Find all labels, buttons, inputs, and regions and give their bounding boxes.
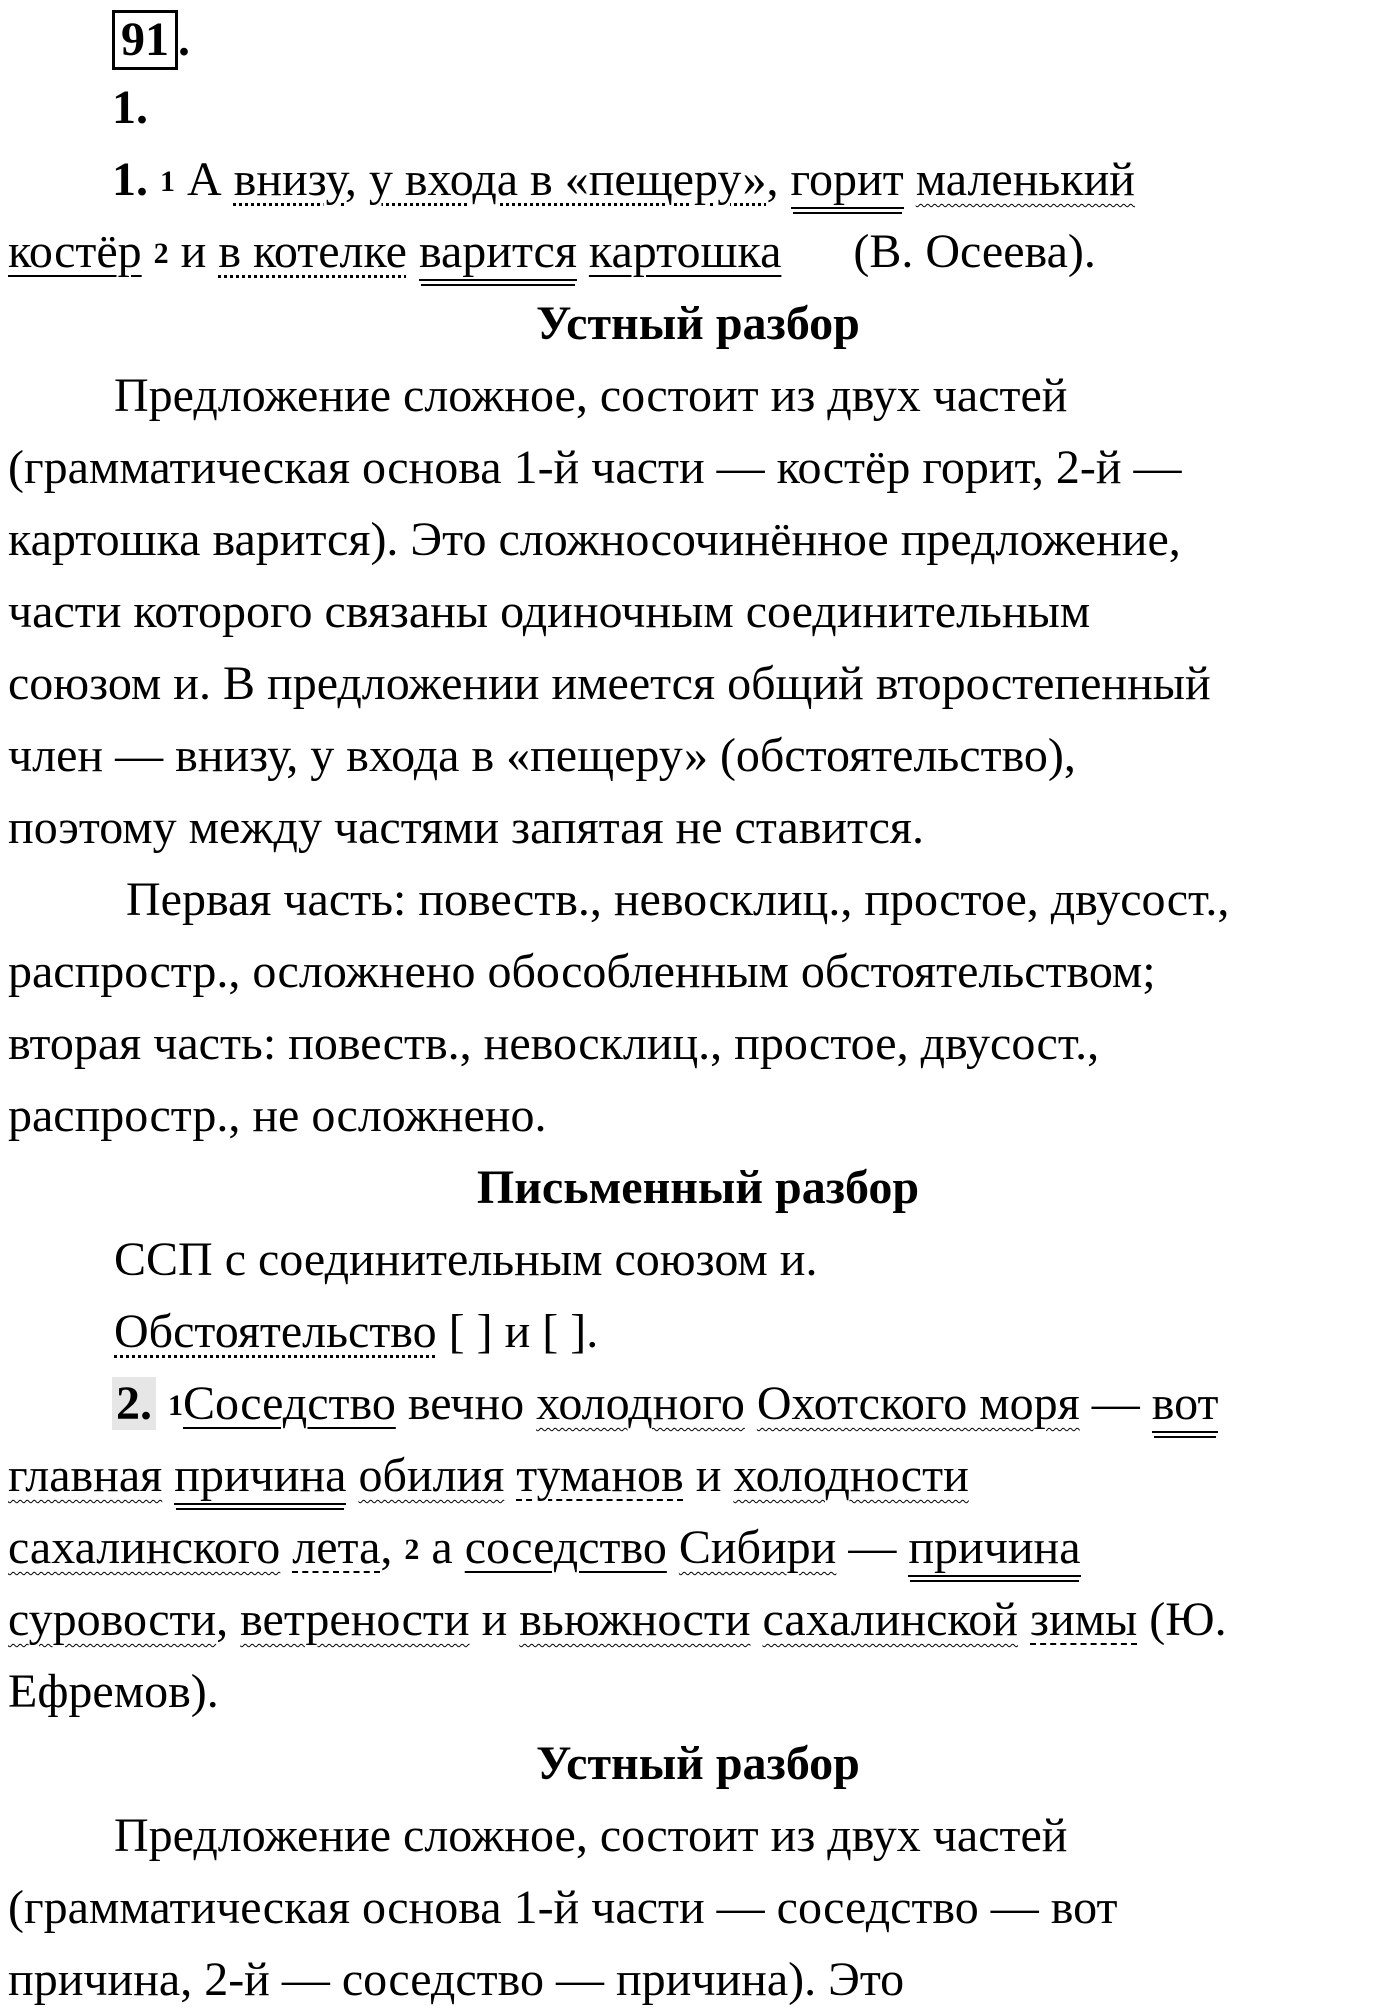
heading-oral-1: Устный разбор (536, 297, 860, 350)
punct: , (766, 153, 779, 206)
sentence-2-line-3 (8, 1512, 1388, 1584)
paragraph-line: вторая часть: повеств., невосклиц., простое, двусост., (8, 1017, 1100, 1070)
paragraph-line: распростр., осложнено обособленным обстоятельством; (8, 945, 1156, 998)
part-marker-1: 1 (160, 165, 175, 198)
part-marker-2: 2 (153, 237, 169, 270)
word: и (695, 1449, 722, 1502)
paragraph-line: Первая часть: повеств., невосклиц., простое, двусост., (126, 873, 1230, 926)
sentence-1-line-1 (8, 144, 1388, 216)
word-attribute: вьюжности (519, 1593, 751, 1646)
sentence-1-line-2 (8, 216, 1388, 288)
word-attribute: главная (8, 1449, 163, 1502)
word-adverbial: Обстоятельство (114, 1305, 437, 1358)
paragraph-line: (грамматическая основа 1-й части — костёр горит, 2-й — (8, 441, 1182, 494)
scheme: [ ] и [ ]. (436, 1305, 599, 1358)
word-subject: картошка (588, 225, 782, 278)
sentence-2-line-5: Ефремов). (8, 1665, 219, 1718)
paragraph-line: союзом и. В предложении имеется общий второстепенный (8, 657, 1211, 710)
word-attribute: холодности (733, 1449, 969, 1502)
punct: — (1091, 1377, 1140, 1430)
task-number-box: 91 (112, 10, 178, 70)
punct: , (344, 153, 357, 206)
sentence-2-line-1 (8, 1368, 1388, 1440)
word-predicate: причина (908, 1521, 1080, 1577)
paragraph-line: части которого связаны одиночным соединительным (8, 585, 1091, 638)
written-scheme-line (8, 1296, 1388, 1368)
word: А (187, 153, 222, 206)
word-subject: Соседство (183, 1377, 396, 1430)
paragraph-line: распростр., не осложнено. (8, 1089, 547, 1142)
word-attribute: маленький (915, 153, 1135, 206)
punct: — (848, 1521, 897, 1574)
word-adverbial: внизу (233, 153, 345, 206)
word-subject: костёр (8, 225, 142, 278)
sentence-1-number: 1. (112, 153, 148, 206)
word-predicate: причина (174, 1449, 346, 1505)
paragraph-line: (грамматическая основа 1-й части — соседство — вот (8, 1881, 1118, 1934)
word-predicate: горит (791, 153, 904, 209)
word-object: зимы (1030, 1593, 1138, 1646)
sentence-2-line-2 (8, 1440, 1388, 1512)
word: и (481, 1593, 508, 1646)
part-marker-1: 1 (168, 1389, 183, 1422)
sentence-2-number: 2. (112, 1377, 156, 1430)
word-adverbial: в котелке (218, 225, 407, 278)
part-marker-2: 2 (404, 1533, 420, 1566)
paragraph-line: член — внизу, у входа в «пещеру» (обстоятельство), (8, 729, 1076, 782)
author: (В. Осеева). (853, 225, 1096, 278)
word-attribute: Сибири (678, 1521, 837, 1574)
word-subject: соседство (464, 1521, 667, 1574)
word-attribute: суровости (8, 1593, 217, 1646)
author: (Ю. (1149, 1593, 1227, 1646)
word-object: лета (292, 1521, 381, 1574)
paragraph-line: Предложение сложное, состоит из двух частей (114, 369, 1068, 422)
word-attribute: сахалинской (762, 1593, 1018, 1646)
heading-oral-2: Устный разбор (536, 1737, 860, 1790)
document-page (8, 0, 1388, 2016)
word-adverbial: у входа в «пещеру» (368, 153, 767, 206)
word-attribute: обилия (358, 1449, 505, 1502)
word-attribute: Охотского моря (756, 1377, 1080, 1430)
punct: , (216, 1593, 229, 1646)
task-number-dot: . (178, 13, 190, 66)
heading-written-1: Письменный разбор (476, 1161, 920, 1214)
paragraph-line: поэтому между частями запятая не ставится. (8, 801, 924, 854)
word-attribute: сахалинского (8, 1521, 281, 1574)
word: а (431, 1521, 453, 1574)
part-number: 1. (112, 81, 148, 134)
word-attribute: ветрености (240, 1593, 470, 1646)
word-predicate: вот (1152, 1377, 1219, 1433)
punct: , (380, 1521, 393, 1574)
paragraph-line: Предложение сложное, состоит из двух частей (114, 1809, 1068, 1862)
word: вечно (407, 1377, 525, 1430)
written-line-1: ССП с соединительным союзом и. (114, 1233, 818, 1286)
word-object: туманов (516, 1449, 684, 1502)
word-predicate: варится (419, 225, 577, 281)
word: и (180, 225, 207, 278)
paragraph-line: картошка варится). Это сложносочинённое предложение, (8, 513, 1181, 566)
task-number-line (8, 0, 1388, 72)
sentence-2-line-4 (8, 1584, 1388, 1656)
word-attribute: холодного (536, 1377, 745, 1430)
paragraph-line: причина, 2-й — соседство — причина). Это (8, 1953, 905, 2006)
